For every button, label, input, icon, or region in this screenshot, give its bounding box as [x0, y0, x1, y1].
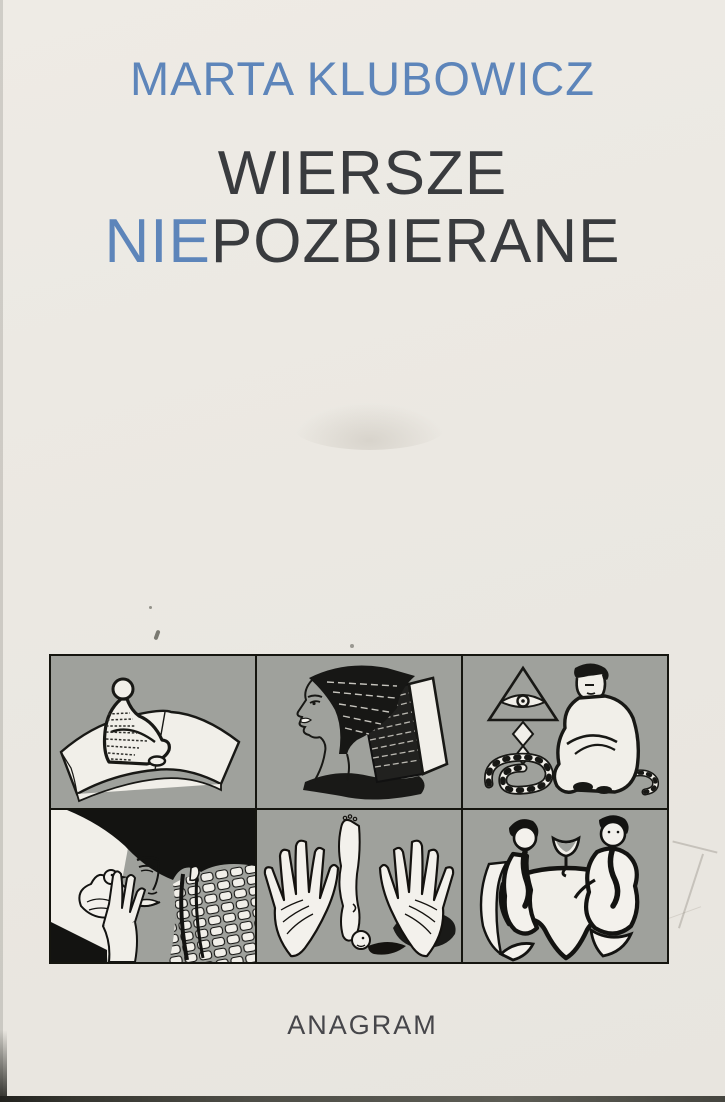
title-accent-nie: NIE	[104, 207, 211, 276]
paper-speck	[149, 606, 152, 609]
paper-smudge	[292, 402, 447, 450]
eye-snake-crouching-illustration	[463, 656, 667, 808]
book-title-line1: WIERSZE	[217, 139, 508, 208]
woman-dove-illustration	[51, 810, 255, 962]
profile-hair-book-illustration	[257, 656, 461, 808]
scan-corner-shadow	[0, 1030, 7, 1102]
scan-bottom-edge	[0, 1096, 725, 1102]
paper-speck	[350, 644, 354, 648]
author-name: MARTA KLUBOWICZ	[129, 52, 596, 105]
scan-left-edge-shadow	[0, 0, 3, 1102]
book-title-line2	[0, 207, 725, 276]
hands-wings-figure-illustration	[257, 810, 461, 962]
paper-crease	[673, 840, 718, 853]
title-rest: POZBIERANE	[210, 207, 621, 276]
paper-crease	[678, 854, 704, 929]
illustration-grid	[49, 654, 669, 964]
figure-on-book-illustration	[51, 656, 255, 808]
paper-speck	[153, 630, 160, 641]
publisher-name: ANAGRAM	[287, 1010, 438, 1040]
figures-at-table-illustration	[463, 810, 667, 962]
